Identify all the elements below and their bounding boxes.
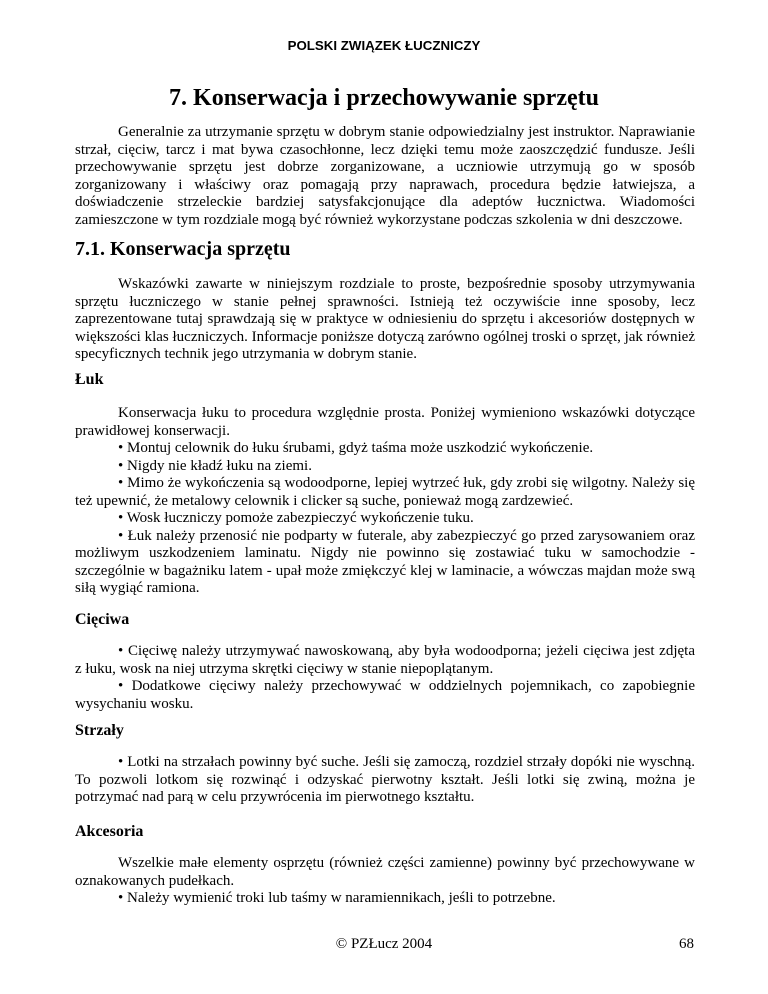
list-item: • Łuk należy przenosić nie podparty w futerale, aby zabezpieczyć go przed zarysowaniem oraz możliwym uszkodzeniem laminatu. Nigdy nie powinno się zostawiać tuku w samochodzie - szczególnie w bagażniku latem - upał może zmiękczyć klej w laminacie, a wówczas majdan może swą siłą wygiąć ramiona. — [75, 527, 695, 596]
subsection-heading-akcesoria: Akcesoria — [75, 823, 144, 840]
intro-paragraph: Generalnie za utrzymanie sprzętu w dobrym stanie odpowiedzialny jest instruktor. Naprawianie strzał, cięciw, tarcz i mat bywa czasochłonne, lecz dzięki temu może zaoszczędzić fundusze. Jeśli przechowywanie sprzętu jest dobrze zorganizowane, a uczniowie utrzymują go w sposób zorganizowany i właściwy oraz pomagają przy naprawach, procedura będzie łatwiejsza, a doświadczenie strzeleckie bardziej satysfakcjonujące dla adeptów łucznictwa. Wiadomości zamieszczone w tym rozdziale mogą być również wykorzystane podczas szkolenia w dni deszczowe. — [75, 124, 695, 228]
subsection-heading-strzaly: Strzały — [75, 722, 124, 739]
running-header: POLSKI ZWIĄZEK ŁUCZNICZY — [287, 38, 481, 53]
intro-block — [75, 124, 695, 229]
subsection-heading-luk: Łuk — [75, 371, 104, 388]
list-item: • Lotki na strzałach powinny być suche. Jeśli się zamoczą, rozdziel strzały dopóki nie wyschną. To pozwoli lotkom się rozwinąć i odzyskać pierwotny kształt. Jeśli lotki się zwiną, można je potrzymać nad parą w celu przywrócenia im pierwotnego kształtu. — [75, 754, 695, 805]
list-item: • Montuj celownik do łuku śrubami, gdyż taśma może uszkodzić wykończenie. — [118, 440, 594, 456]
subsection-akcesoria-heading-wrap — [75, 823, 695, 841]
list-item: • Mimo że wykończenia są wodoodporne, lepiej wytrzeć łuk, gdy zrobi się wilgotny. Należy się też upewnić, że metalowy celownik i clicker są suche, ponieważ mogą zardzewieć. — [75, 475, 695, 509]
luk-intro: Konserwacja łuku to procedura względnie prosta. Poniżej wymieniono wskazówki dotyczące prawidłowej konserwacji. — [75, 405, 695, 439]
section-7-1 — [75, 238, 695, 261]
list-item: • Wosk łuczniczy pomoże zabezpieczyć wykończenie tuku. — [118, 510, 474, 526]
subsection-strzaly — [75, 754, 695, 807]
subsection-luk — [75, 405, 695, 598]
subsection-cieciwa — [75, 643, 695, 713]
chapter-title: 7. Konserwacja i przechowywanie sprzętu — [169, 85, 599, 111]
akcesoria-intro: Wszelkie małe elementy osprzętu (również części zamienne) powinny być przechowywane w oznakowanych pudełkach. — [75, 855, 695, 889]
subsection-strzaly-heading-wrap — [75, 722, 695, 740]
subsection-akcesoria — [75, 855, 695, 908]
section-heading: 7.1. Konserwacja sprzętu — [75, 238, 291, 260]
subsection-cieciwa-heading-wrap — [75, 611, 695, 629]
subsection-heading-cieciwa: Cięciwa — [75, 611, 130, 628]
list-item: • Dodatkowe cięciwy należy przechowywać w oddzielnych pojemnikach, co zapobiegnie wysychaniu wosku. — [75, 678, 695, 712]
section-7-1-body — [75, 276, 695, 364]
section-paragraph: Wskazówki zawarte w niniejszym rozdziale to proste, bezpośrednie sposoby utrzymywania sprzętu łuczniczego w stanie pełnej sprawności. Istnieją też oczywiście inne sposoby, lecz zaprezentowane tutaj sprawdzają się w praktyce w odniesieniu do sprzętu i akcesoriów dostępnych w większości klas łuczniczych. Informacje poniższe dotyczą zarówno ogólnej troski o sprzęt, jak również specyficznych technik jego utrzymania w dobrym stanie. — [75, 276, 695, 362]
copyright: © PZŁucz 2004 — [335, 936, 433, 952]
list-item: • Cięciwę należy utrzymywać nawoskowaną, aby była wodoodporna; jeżeli cięciwa jest zdjęta z łuku, wosk na niej utrzyma skrętki cięciwy w stanie niepoplątanym. — [75, 643, 695, 677]
list-item: • Nigdy nie kładź łuku na ziemi. — [118, 457, 312, 474]
subsection-luk-heading-wrap — [75, 371, 695, 389]
page-number: 68 — [679, 936, 694, 952]
list-item: • Należy wymienić troki lub taśmy w naramiennikach, jeśli to potrzebne. — [118, 890, 556, 906]
